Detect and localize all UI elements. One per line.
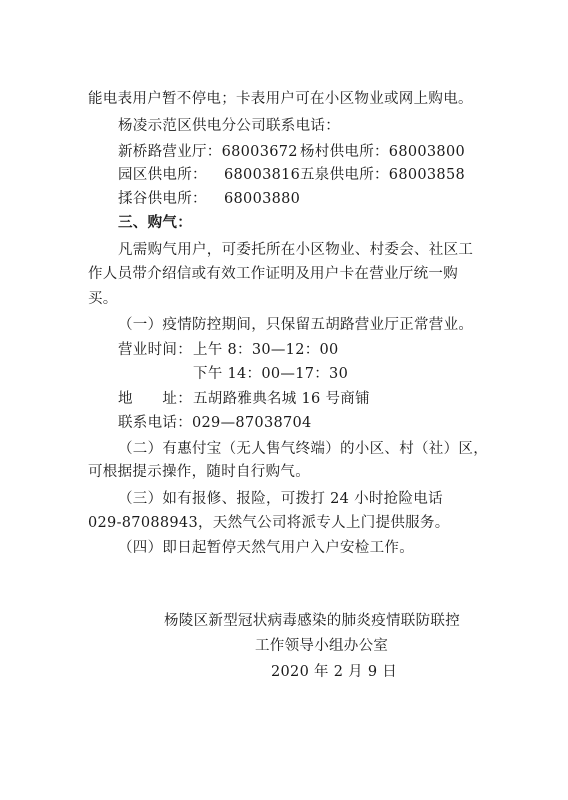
paragraph-line: （三）如有报修、报险，可拨打 24 小时抢险电话 bbox=[118, 491, 443, 507]
contact-xinqiao: 新桥路营业厅：68003672 bbox=[118, 144, 298, 160]
paragraph-line: 凡需购气用户，可委托所在小区物业、村委会、社区工 bbox=[118, 242, 474, 258]
hours-morning: 上午 8：30—12：00 bbox=[193, 342, 339, 358]
paragraph-line: 作人员带介绍信或有效工作证明及用户卡在营业厅统一购 bbox=[88, 266, 458, 282]
paragraph-line: （二）有惠付宝（无人售气终端）的小区、村（社）区， bbox=[118, 441, 488, 457]
hours-afternoon: 下午 14：00—17：30 bbox=[193, 366, 349, 382]
phone-line: 联系电话：029—87038704 bbox=[118, 415, 312, 431]
contact-line bbox=[118, 143, 298, 161]
address-label: 地 址： bbox=[118, 391, 192, 407]
paragraph-line: （四）即日起暂停天然气用户入户安检工作。 bbox=[118, 540, 414, 556]
contact-label: 揉谷供电所： bbox=[118, 191, 207, 207]
section-heading: 三、购气： bbox=[118, 214, 192, 231]
signature-org: 杨陵区新型冠状病毒感染的肺炎疫情联防联控 bbox=[164, 613, 460, 629]
contact-line bbox=[300, 143, 465, 161]
hours-label: 营业时间： bbox=[118, 342, 192, 358]
contact-number: 68003880 bbox=[224, 191, 301, 207]
paragraph-line: 能电表用户暂不停电；卡表用户可在小区物业或网上购电。 bbox=[88, 91, 473, 107]
contact-label: 园区供电所： bbox=[118, 167, 207, 183]
paragraph-line: 029-87088943，天然气公司将派专人上门提供服务。 bbox=[88, 515, 450, 531]
signature-office: 工作领导小组办公室 bbox=[255, 638, 389, 654]
address-value: 五胡路雅典名城 16 号商铺 bbox=[193, 391, 370, 407]
contact-number: 68003816 bbox=[224, 167, 301, 183]
paragraph-line: 可根据提示操作，随时自行购气。 bbox=[88, 464, 310, 480]
paragraph-line: 杨凌示范区供电分公司联系电话： bbox=[118, 118, 340, 134]
signature-date: 2020 年 2 月 9 日 bbox=[271, 664, 398, 680]
paragraph-line: 买。 bbox=[88, 291, 118, 307]
contact-yangcun: 杨村供电所：68003800 bbox=[300, 144, 466, 160]
paragraph-line: （一）疫情防控期间，只保留五胡路营业厅正常营业。 bbox=[118, 317, 474, 333]
contact-wuquan: 五泉供电所：68003858 bbox=[300, 167, 466, 183]
